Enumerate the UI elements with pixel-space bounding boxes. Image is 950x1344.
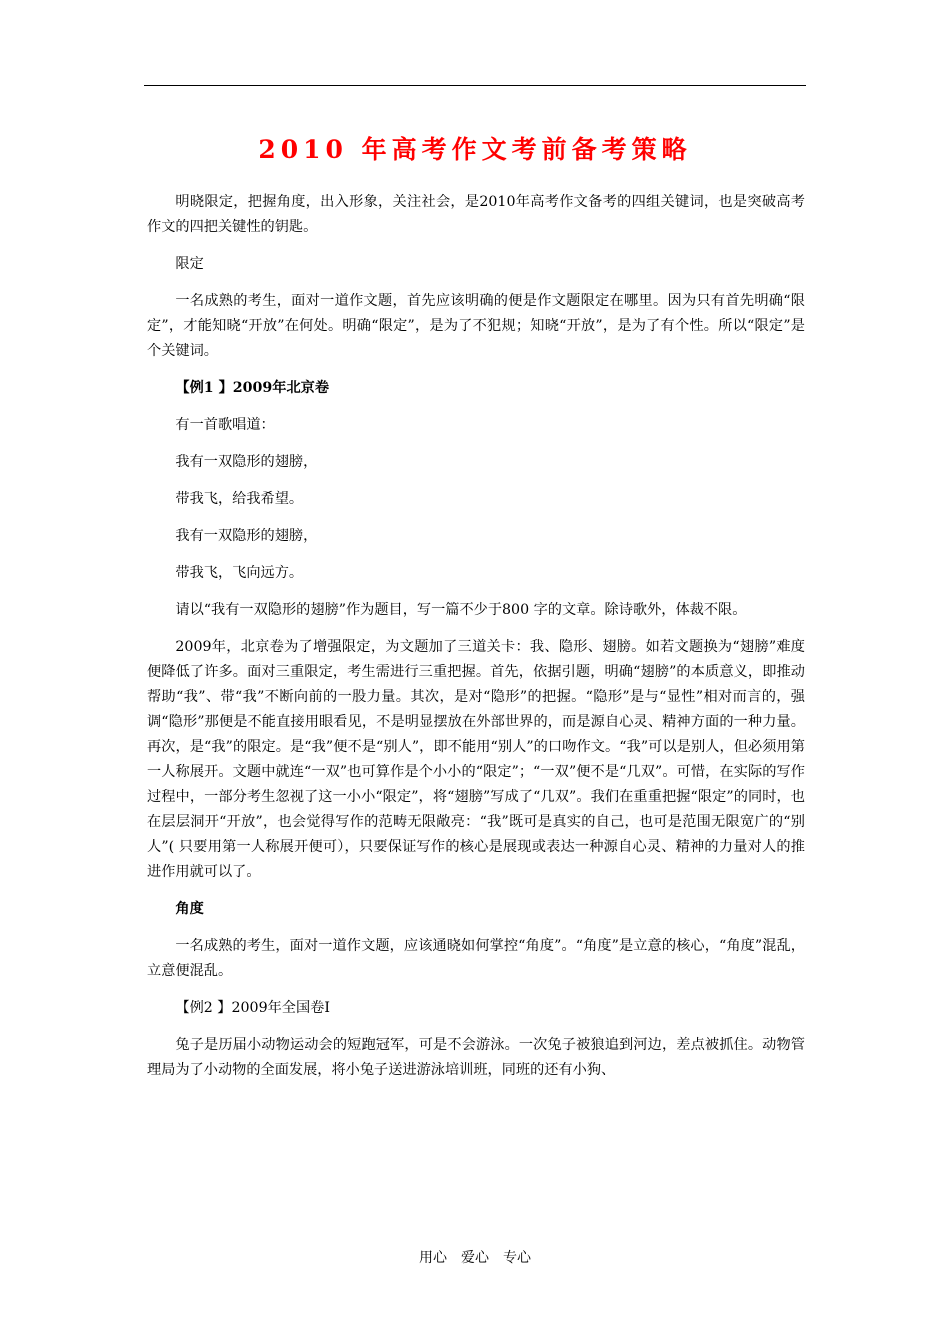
lyric-line: 我有一双隐形的翅膀， — [175, 528, 318, 544]
body-paragraph: 2009年，北京卷为了增强限定，为文题加了三道关卡：我、隐形、翅膀。如若文题换为“翅膀”难度便降低了许多。面对三重限定，考生需进行三重把握。首先，依据引题，明确“翅膀”的本质意义，即推动帮助“我”、带“我”不断向前的一股力量。其次，是对“隐形”的把握。“隐形”是与“显性”相对而言的，强调“隐形”那便是不能直接用眼看见，不是明显摆放在外部世界的，而是源自心灵、精神方面的一种力量。再次，是“我”的限定。是“我”便不是“别人”，即不能用“别人”的口吻作文。“我”可以是别人，但必须用第一人称展开。文题中就连“一双”也可算作是个小小的“限定”；“一双”便不是“几双”。可惜，在实际的写作过程中，一部分考生忽视了这一小小“限定”，将“翅膀”写成了“几双”。我们在重重把握“限定”的同时，也在层层洞开“开放”，也会觉得写作的范畴无限敞亮：“我”既可是真实的自己，也可是范围无限宽广的“别人”( 只要用第一人称展开便可），只要保证写作的核心是展现或表达一种源自心灵、精神的力量对人的推进作用就可以了。 — [147, 639, 805, 880]
body-paragraph: 有一首歌唱道： — [175, 417, 275, 433]
body-paragraph: 兔子是历届小动物运动会的短跑冠军，可是不会游泳。一次兔子被狼追到河边，差点被抓住。动物管理局为了小动物的全面发展，将小兔子送进游泳培训班，同班的还有小狗、 — [147, 1037, 805, 1078]
body-paragraph: 一名成熟的考生，面对一道作文题，首先应该明确的便是作文题限定在哪里。因为只有首先明确“限定”，才能知晓“开放”在何处。明确“限定”，是为了不犯规；知晓“开放”，是为了有个性。所以“限定”是个关键词。 — [147, 293, 805, 359]
lyric-line: 我有一双隐形的翅膀， — [175, 454, 318, 470]
section-heading-xianding: 限定 — [175, 256, 204, 272]
page-footer: 用心 爱心 专心 — [419, 1250, 531, 1266]
example-heading: 【例1 】2009年北京卷 — [175, 380, 330, 396]
example-heading: 【例2 】2009年全国卷Ⅰ — [175, 1000, 330, 1016]
body-paragraph: 请以“我有一双隐形的翅膀”作为题目，写一篇不少于800 字的文章。除诗歌外，体裁不限。 — [175, 602, 747, 618]
header-rule — [144, 85, 806, 86]
intro-paragraph: 明晓限定，把握角度，出入形象，关注社会，是2010年高考作文备考的四组关键词，也是突破高考作文的四把关键性的钥匙。 — [147, 194, 805, 235]
body-paragraph: 一名成熟的考生，面对一道作文题，应该通晓如何掌控“角度”。“角度”是立意的核心，“角度”混乱，立意便混乱。 — [147, 938, 805, 979]
document-body — [147, 190, 805, 1095]
lyric-line: 带我飞，给我希望。 — [175, 491, 304, 507]
lyric-line: 带我飞，飞向远方。 — [175, 565, 304, 581]
document-title: 2010 年高考作文考前备考策略 — [258, 135, 692, 164]
section-heading-jiaodu: 角度 — [175, 901, 204, 917]
